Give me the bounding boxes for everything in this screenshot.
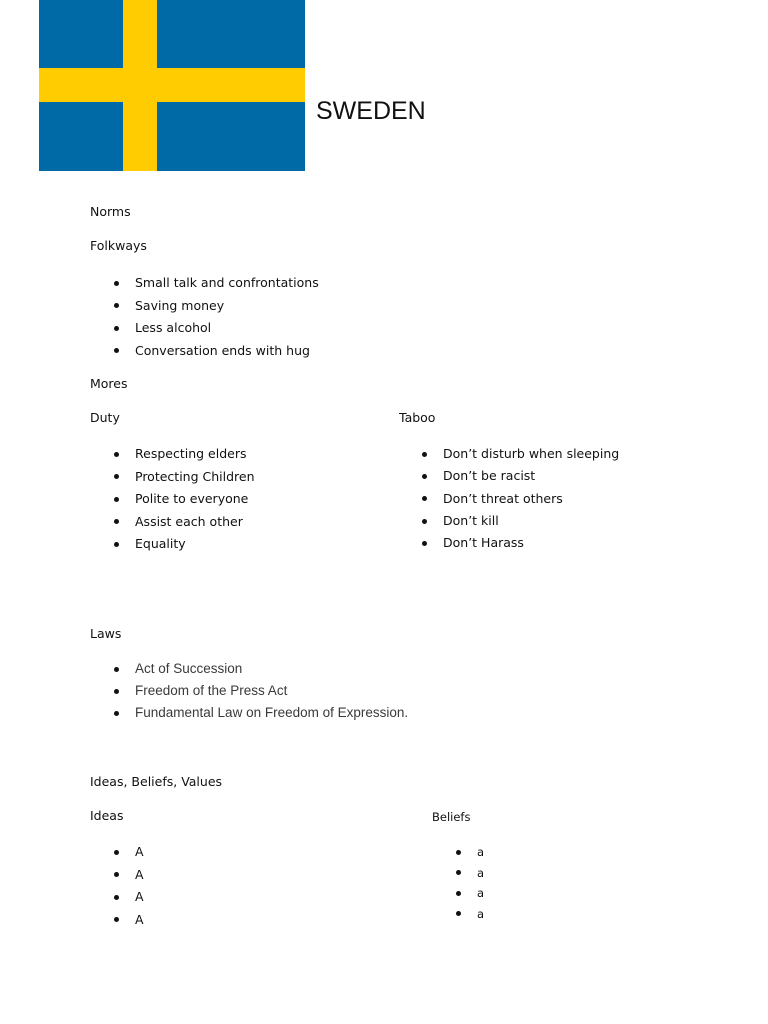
list-item: Small talk and confrontations [90, 272, 319, 295]
taboo-heading: Taboo [399, 410, 436, 425]
list-item: A [90, 909, 144, 932]
list-item: Fundamental Law on Freedom of Expression. [90, 702, 408, 724]
laws-heading: Laws [90, 626, 122, 641]
laws-list [90, 658, 408, 724]
list-item: a [432, 863, 484, 884]
list-item: Less alcohol [90, 317, 319, 340]
list-item: A [90, 886, 144, 909]
list-item: Act of Succession [90, 658, 408, 680]
list-item: Conversation ends with hug [90, 340, 319, 363]
folkways-list [90, 272, 319, 362]
list-item: Don’t Harass [398, 532, 619, 554]
page-title: SWEDEN [316, 97, 426, 125]
list-item: Don’t disturb when sleeping [398, 443, 619, 465]
flag-cross-horizontal [39, 68, 305, 102]
list-item: a [432, 904, 484, 925]
list-item: a [432, 883, 484, 904]
list-item: Don’t threat others [398, 488, 619, 510]
list-item: A [90, 841, 144, 864]
norms-heading: Norms [90, 204, 131, 219]
duty-heading: Duty [90, 410, 120, 425]
sweden-flag [39, 0, 305, 171]
list-item: Respecting elders [90, 443, 255, 466]
beliefs-heading: Beliefs [432, 810, 471, 824]
list-item: a [432, 842, 484, 863]
list-item: Don’t kill [398, 510, 619, 532]
list-item: Freedom of the Press Act [90, 680, 408, 702]
list-item: Polite to everyone [90, 488, 255, 511]
taboo-list [398, 443, 619, 554]
list-item: Don’t be racist [398, 465, 619, 487]
list-item: Assist each other [90, 511, 255, 534]
beliefs-list [432, 842, 484, 924]
list-item: Saving money [90, 295, 319, 318]
ideas-list [90, 841, 144, 931]
list-item: Equality [90, 533, 255, 556]
folkways-heading: Folkways [90, 238, 147, 253]
ibv-heading: Ideas, Beliefs, Values [90, 774, 223, 789]
mores-heading: Mores [90, 376, 128, 391]
ideas-heading: Ideas [90, 808, 124, 823]
list-item: Protecting Children [90, 466, 255, 489]
duty-list [90, 443, 255, 556]
list-item: A [90, 864, 144, 887]
